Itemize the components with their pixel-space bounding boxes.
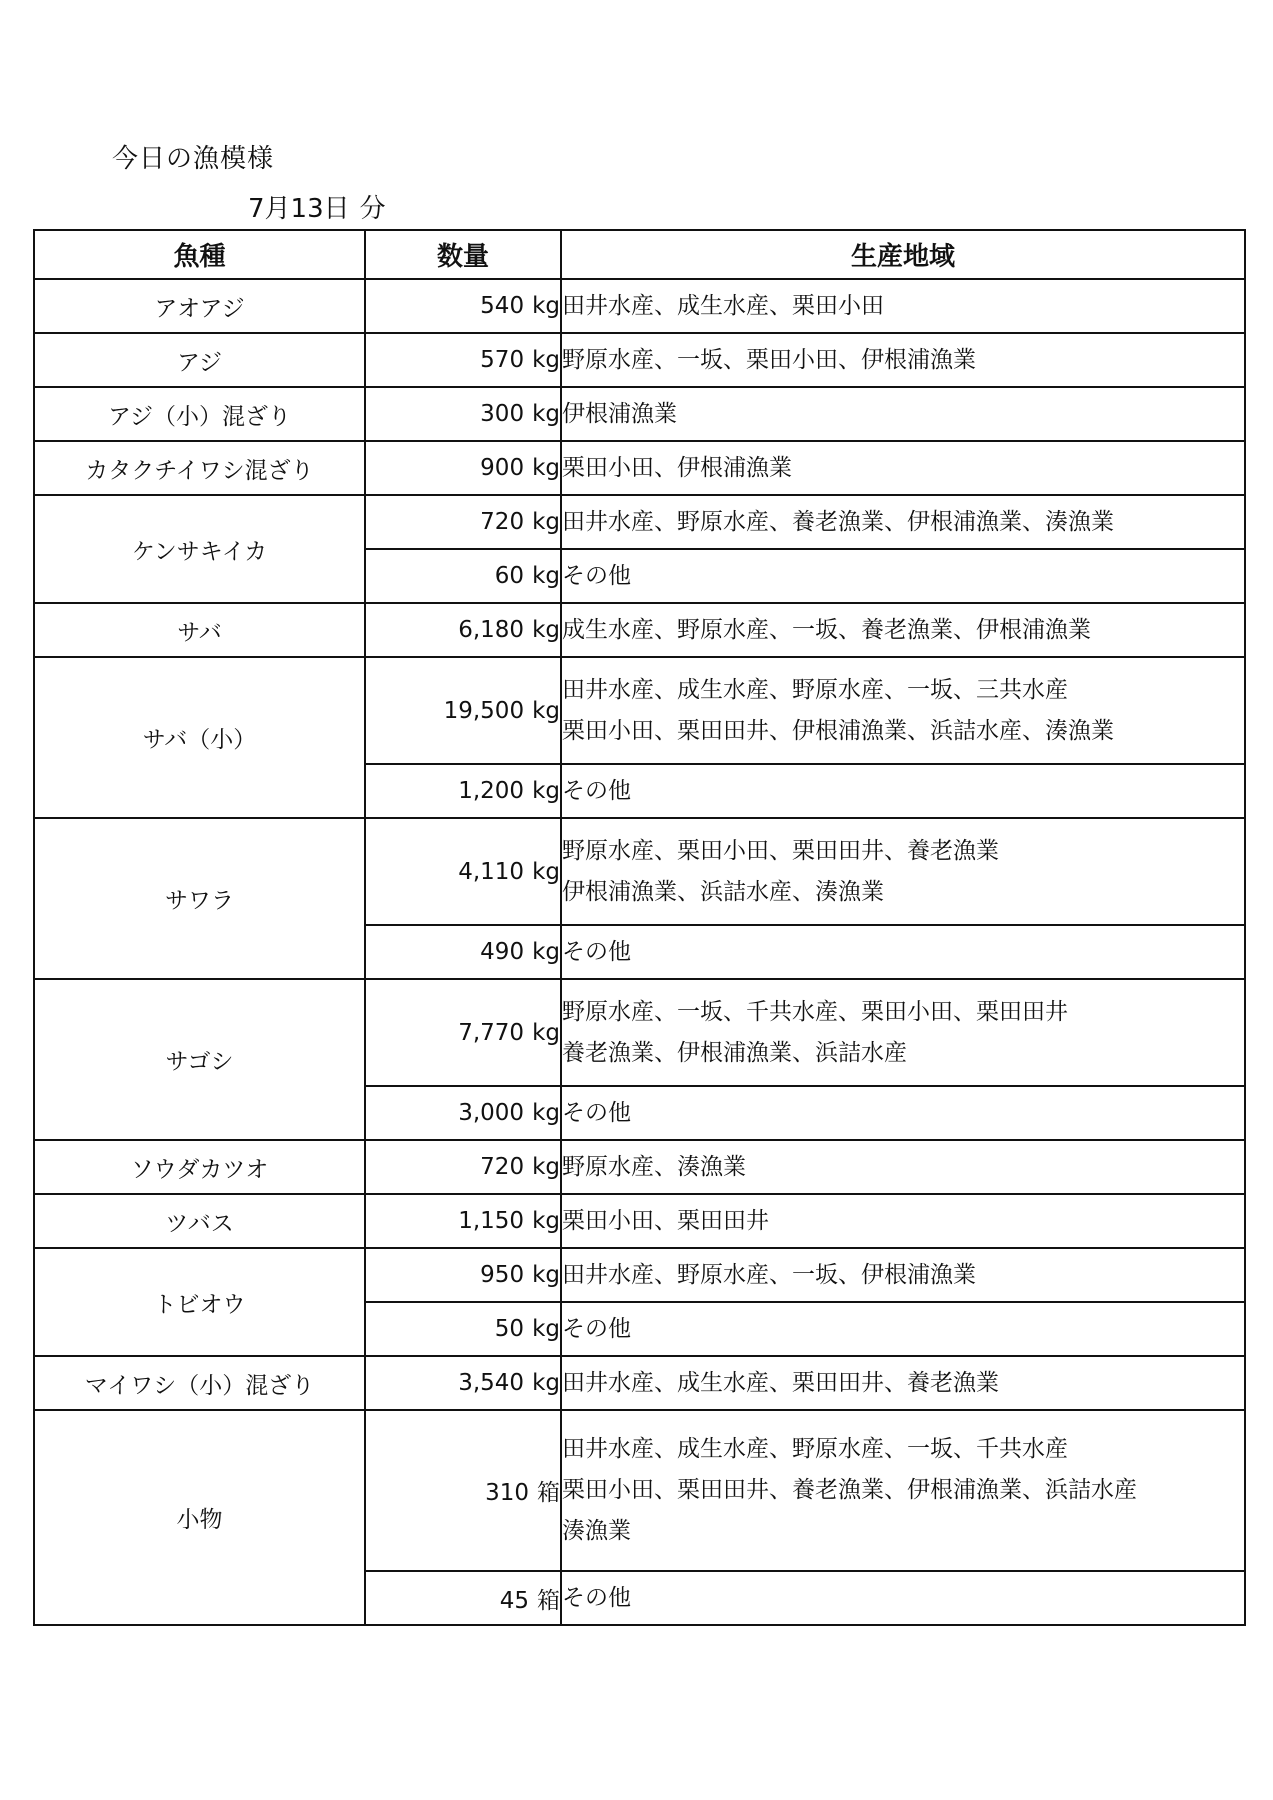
quantity-value: 540 xyxy=(480,293,525,319)
area-cell xyxy=(561,925,1245,979)
table-row xyxy=(34,333,1245,387)
fish-name-cell: 小物 xyxy=(34,1410,365,1625)
quantity-cell xyxy=(365,1194,561,1248)
fish-name-cell: サバ xyxy=(34,603,365,657)
quantity-unit: kg xyxy=(532,1154,560,1180)
table-row xyxy=(34,979,1245,1086)
area-line: その他 xyxy=(562,1315,631,1342)
quantity-cell xyxy=(365,495,561,549)
quantity-cell xyxy=(365,1086,561,1140)
table-row xyxy=(34,387,1245,441)
quantity-cell xyxy=(365,549,561,603)
area-line: 伊根浦漁業、浜詰水産、湊漁業 xyxy=(562,878,884,905)
area-line: 栗田小田、伊根浦漁業 xyxy=(562,454,792,481)
fish-name-cell: サバ（小） xyxy=(34,657,365,818)
area-line: 田井水産、成生水産、栗田小田 xyxy=(562,292,884,319)
area-cell xyxy=(561,1571,1245,1625)
quantity-cell xyxy=(365,1302,561,1356)
quantity-cell xyxy=(365,603,561,657)
area-line: 田井水産、成生水産、野原水産、一坂、千共水産 xyxy=(562,1436,1068,1462)
table-row xyxy=(34,603,1245,657)
area-line: 野原水産、一坂、栗田小田、伊根浦漁業 xyxy=(562,346,976,373)
quantity-cell xyxy=(365,979,561,1086)
fish-name-cell: サゴシ xyxy=(34,979,365,1140)
quantity-value: 900 xyxy=(480,455,525,481)
quantity-value: 50 xyxy=(494,1316,525,1342)
quantity-cell xyxy=(365,441,561,495)
area-cell xyxy=(561,1248,1245,1302)
area-cell xyxy=(561,979,1245,1086)
table-row xyxy=(34,441,1245,495)
fish-name-cell: サワラ xyxy=(34,818,365,979)
quantity-value: 720 xyxy=(480,509,525,535)
quantity-unit: kg xyxy=(532,1370,560,1396)
quantity-value: 4,110 xyxy=(458,858,525,885)
table-row xyxy=(34,657,1245,764)
area-line: 成生水産、野原水産、一坂、養老漁業、伊根浦漁業 xyxy=(562,616,1091,643)
table-row xyxy=(34,1248,1245,1302)
quantity-unit: kg xyxy=(532,1100,560,1126)
area-cell xyxy=(561,495,1245,549)
quantity-value: 6,180 xyxy=(458,617,525,643)
area-line: 野原水産、栗田小田、栗田田井、養老漁業 xyxy=(562,837,999,864)
area-line: 田井水産、成生水産、野原水産、一坂、三共水産 xyxy=(562,676,1068,703)
table-body xyxy=(34,279,1245,1625)
quantity-cell xyxy=(365,818,561,925)
area-cell xyxy=(561,1356,1245,1410)
table-header-row xyxy=(34,230,1245,279)
quantity-unit: kg xyxy=(532,617,560,643)
area-cell xyxy=(561,441,1245,495)
quantity-value: 300 xyxy=(480,401,525,427)
area-line: 湊漁業 xyxy=(562,1518,631,1544)
area-line: 田井水産、野原水産、養老漁業、伊根浦漁業、湊漁業 xyxy=(562,508,1114,535)
quantity-value: 1,200 xyxy=(458,778,525,804)
table-row xyxy=(34,495,1245,549)
quantity-unit: kg xyxy=(532,455,560,481)
area-cell xyxy=(561,1410,1245,1571)
quantity-value: 720 xyxy=(480,1154,525,1180)
quantity-unit: kg xyxy=(532,293,560,319)
quantity-unit: kg xyxy=(532,778,560,804)
area-line: 田井水産、成生水産、栗田田井、養老漁業 xyxy=(562,1369,999,1396)
quantity-value: 3,000 xyxy=(458,1100,525,1126)
area-cell xyxy=(561,1302,1245,1356)
fish-name-cell: ケンサキイカ xyxy=(34,495,365,603)
page-title: 今日の漁模様 xyxy=(112,144,275,174)
area-line: 栗田小田、栗田田井、伊根浦漁業、浜詰水産、湊漁業 xyxy=(562,717,1114,744)
area-cell xyxy=(561,657,1245,764)
area-cell xyxy=(561,333,1245,387)
area-line: 野原水産、湊漁業 xyxy=(562,1153,746,1180)
quantity-cell xyxy=(365,1248,561,1302)
quantity-value: 19,500 xyxy=(443,697,525,724)
area-cell xyxy=(561,387,1245,441)
header-quantity: 数量 xyxy=(365,230,561,279)
header-fish: 魚種 xyxy=(34,230,365,279)
date-day: 7月13日 xyxy=(248,194,350,224)
area-line: 栗田小田、栗田田井 xyxy=(562,1207,769,1234)
quantity-cell xyxy=(365,925,561,979)
fish-name-cell: カタクチイワシ混ざり xyxy=(34,441,365,495)
fish-name-cell: アジ（小）混ざり xyxy=(34,387,365,441)
area-line: 田井水産、野原水産、一坂、伊根浦漁業 xyxy=(562,1261,976,1288)
area-line: その他 xyxy=(562,1584,631,1611)
table-row xyxy=(34,1140,1245,1194)
quantity-unit: kg xyxy=(532,939,560,965)
area-cell xyxy=(561,603,1245,657)
area-line: 野原水産、一坂、千共水産、栗田小田、栗田田井 xyxy=(562,998,1068,1025)
quantity-unit: kg xyxy=(532,697,560,724)
area-cell xyxy=(561,1086,1245,1140)
area-cell xyxy=(561,549,1245,603)
report-date xyxy=(248,188,386,225)
table-row xyxy=(34,1194,1245,1248)
area-line: 伊根浦漁業 xyxy=(562,400,677,427)
quantity-cell xyxy=(365,387,561,441)
fish-name-cell: アジ xyxy=(34,333,365,387)
catch-table xyxy=(33,229,1246,1626)
quantity-unit: kg xyxy=(532,1208,560,1234)
quantity-unit: kg xyxy=(532,509,560,535)
quantity-value: 490 xyxy=(480,939,525,965)
quantity-unit: kg xyxy=(532,401,560,427)
quantity-unit: kg xyxy=(532,1262,560,1288)
area-line: その他 xyxy=(562,777,631,804)
quantity-unit: kg xyxy=(532,347,560,373)
quantity-value: 3,540 xyxy=(458,1370,525,1396)
area-line: その他 xyxy=(562,938,631,965)
area-cell xyxy=(561,1194,1245,1248)
quantity-value: 950 xyxy=(480,1262,525,1288)
area-line: その他 xyxy=(562,562,631,589)
area-line: 栗田小田、栗田田井、養老漁業、伊根浦漁業、浜詰水産 xyxy=(562,1477,1137,1503)
quantity-cell xyxy=(365,764,561,818)
quantity-cell xyxy=(365,1571,561,1625)
table-row xyxy=(34,818,1245,925)
quantity-unit: kg xyxy=(532,1019,560,1046)
quantity-value: 310 xyxy=(485,1480,529,1506)
fish-name-cell: ツバス xyxy=(34,1194,365,1248)
fish-name-cell: マイワシ（小）混ざり xyxy=(34,1356,365,1410)
area-line: その他 xyxy=(562,1099,631,1126)
header-area: 生産地域 xyxy=(561,230,1245,279)
quantity-value: 1,150 xyxy=(458,1208,525,1234)
fish-name-cell: ソウダカツオ xyxy=(34,1140,365,1194)
quantity-value: 7,770 xyxy=(458,1019,525,1046)
quantity-unit: 箱 xyxy=(537,1480,560,1506)
area-cell xyxy=(561,279,1245,333)
quantity-unit: kg xyxy=(532,563,560,589)
table-row xyxy=(34,1356,1245,1410)
table-row xyxy=(34,279,1245,333)
quantity-value: 45 xyxy=(499,1587,529,1614)
quantity-cell xyxy=(365,1410,561,1571)
area-cell xyxy=(561,764,1245,818)
quantity-cell xyxy=(365,333,561,387)
quantity-unit: kg xyxy=(532,858,560,885)
area-cell xyxy=(561,1140,1245,1194)
table-row xyxy=(34,1410,1245,1571)
quantity-value: 570 xyxy=(480,347,525,373)
date-suffix: 分 xyxy=(359,194,386,224)
quantity-unit: kg xyxy=(532,1316,560,1342)
quantity-cell xyxy=(365,1140,561,1194)
area-line: 養老漁業、伊根浦漁業、浜詰水産 xyxy=(562,1039,907,1066)
quantity-cell xyxy=(365,279,561,333)
quantity-unit: 箱 xyxy=(537,1587,560,1614)
quantity-cell xyxy=(365,1356,561,1410)
fish-name-cell: アオアジ xyxy=(34,279,365,333)
quantity-cell xyxy=(365,657,561,764)
fish-name-cell: トビオウ xyxy=(34,1248,365,1356)
quantity-value: 60 xyxy=(494,563,525,589)
area-cell xyxy=(561,818,1245,925)
